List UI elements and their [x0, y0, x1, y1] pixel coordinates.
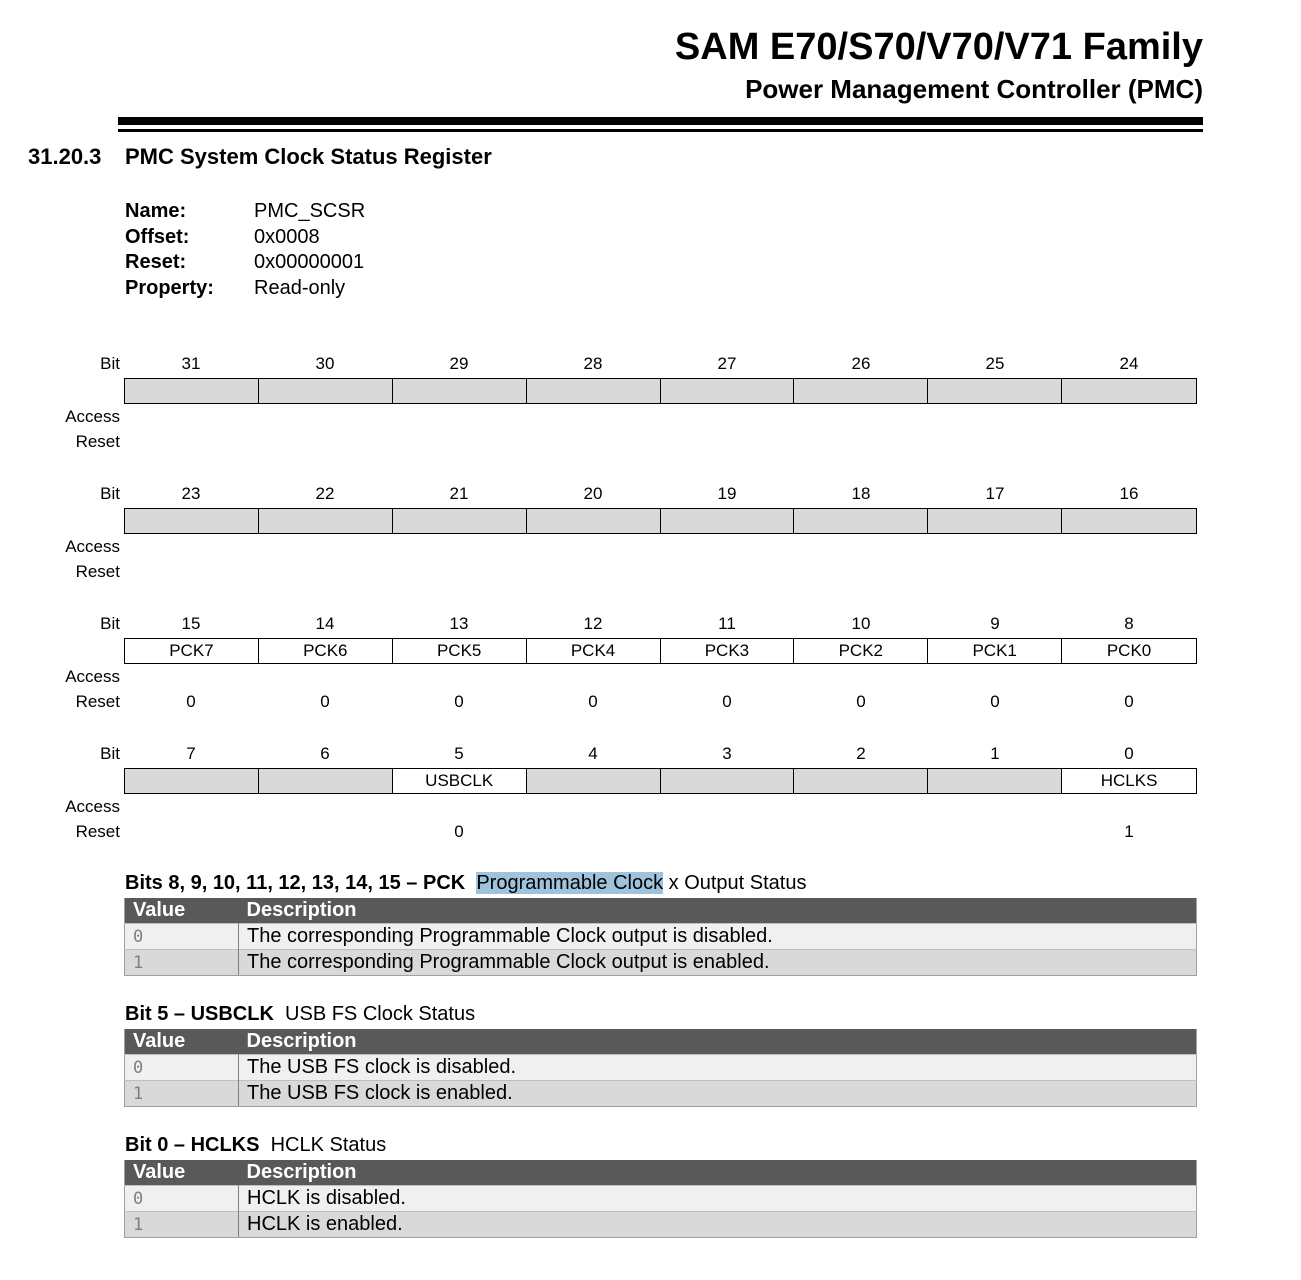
description-cell: The USB FS clock is disabled. — [239, 1055, 1197, 1081]
reset-value: 0 — [454, 822, 464, 841]
bit-numbers — [124, 614, 1196, 634]
bit-field-cell: PCK6 — [259, 639, 393, 663]
field-title-description: HCLK Status — [270, 1134, 387, 1156]
reserved-bit-cell — [794, 509, 928, 533]
bit-field-cell: PCK7 — [125, 639, 259, 663]
bit-label: Bit — [100, 354, 120, 373]
field-title — [125, 1134, 386, 1157]
bit-field-cell: PCK4 — [527, 639, 661, 663]
description-cell: The corresponding Programmable Clock output is disabled. — [239, 924, 1197, 950]
reserved-bit-cell — [794, 769, 928, 793]
reserved-bit-cell — [928, 769, 1062, 793]
reserved-bit-cell — [259, 379, 393, 403]
reset-value — [928, 822, 1062, 842]
access-label: Access — [65, 407, 120, 426]
bit-number: 17 — [985, 484, 1005, 503]
reserved-bit-cell — [1062, 509, 1196, 533]
reserved-bit-cell — [125, 509, 259, 533]
value-column-header: Value — [125, 1160, 239, 1186]
description-column-header: Description — [239, 898, 1197, 924]
reserved-bit-cell — [527, 509, 661, 533]
bit-field-cells — [124, 378, 1197, 404]
access-label: Access — [65, 537, 120, 556]
value-cell: 1 — [125, 950, 239, 976]
bit-field-cells — [124, 768, 1197, 794]
bit-field-cell: PCK5 — [393, 639, 527, 663]
bit-number: 19 — [717, 484, 737, 503]
reserved-bit-cell — [527, 769, 661, 793]
reset-value — [526, 822, 660, 842]
reserved-bit-cell — [928, 509, 1062, 533]
bit-number: 21 — [449, 484, 469, 503]
reset-label: Reset: — [125, 251, 187, 273]
bit-number: 30 — [315, 354, 335, 373]
value-description-table — [124, 898, 1197, 976]
bit-number: 23 — [181, 484, 201, 503]
bit-number: 15 — [181, 614, 201, 633]
table-row — [125, 1186, 1197, 1212]
reserved-bit-cell — [661, 509, 795, 533]
bit-number: 24 — [1119, 354, 1139, 373]
bit-number: 31 — [181, 354, 201, 373]
header-rule-thin — [118, 129, 1203, 132]
bit-numbers — [124, 354, 1196, 374]
section-heading — [28, 144, 492, 170]
bit-field-cell: USBCLK — [393, 769, 527, 793]
value-cell: 1 — [125, 1081, 239, 1107]
bit-number: 8 — [1124, 614, 1134, 633]
reserved-bit-cell — [393, 509, 527, 533]
bit-number: 25 — [985, 354, 1005, 373]
bit-field-cell: PCK1 — [928, 639, 1062, 663]
reserved-bit-cell — [125, 379, 259, 403]
reset-label-row: Reset — [75, 432, 120, 451]
bit-number: 29 — [449, 354, 469, 373]
bit-number: 20 — [583, 484, 603, 503]
table-header-row — [125, 1160, 1197, 1186]
bit-field-cell: PCK0 — [1106, 641, 1152, 660]
register-offset: 0x0008 — [254, 225, 320, 248]
reserved-bit-cell — [393, 379, 527, 403]
register-info — [125, 199, 365, 301]
name-label: Name: — [125, 200, 187, 222]
reset-label-row: Reset — [75, 822, 120, 841]
reset-value — [258, 822, 392, 842]
bit-number: 9 — [990, 614, 1000, 633]
bit-field-cells — [124, 638, 1197, 664]
section-number: 31.20.3 — [28, 144, 102, 169]
bit-number: 5 — [454, 744, 464, 763]
document-title: SAM E70/S70/V70/V71 Family — [674, 26, 1203, 68]
field-title — [125, 1003, 475, 1026]
description-cell: The corresponding Programmable Clock output is enabled. — [239, 950, 1197, 976]
section-title: PMC System Clock Status Register — [125, 144, 492, 169]
bit-number: 2 — [856, 744, 866, 763]
description-column-header: Description — [239, 1160, 1197, 1186]
register-property: Read-only — [254, 276, 346, 299]
access-label: Access — [65, 667, 120, 686]
reset-values — [124, 692, 1196, 712]
bit-number: 13 — [449, 614, 469, 633]
reset-label-row: Reset — [75, 692, 120, 711]
value-column-header: Value — [125, 898, 239, 924]
value-cell: 1 — [125, 1212, 239, 1238]
table-header-row — [125, 1029, 1197, 1055]
value-cell: 0 — [125, 1186, 239, 1212]
reset-value — [124, 822, 258, 842]
bit-number: 14 — [315, 614, 335, 633]
reserved-bit-cell — [527, 379, 661, 403]
register-reset: 0x00000001 — [254, 251, 365, 273]
description-cell: HCLK is enabled. — [239, 1212, 1197, 1238]
reset-value: 0 — [990, 692, 1000, 711]
reserved-bit-cell — [125, 769, 259, 793]
field-title-bold: Bits 8, 9, 10, 11, 12, 13, 14, 15 – PCK — [125, 872, 466, 894]
bit-number: 22 — [315, 484, 335, 503]
bit-number: 18 — [851, 484, 871, 503]
table-row — [125, 924, 1197, 950]
field-title-description: USB FS Clock Status — [285, 1003, 476, 1025]
reset-value: 0 — [588, 692, 598, 711]
reserved-bit-cell — [259, 769, 393, 793]
bit-number: 11 — [718, 614, 736, 633]
bit-field-cell: HCLKS — [1100, 771, 1158, 790]
bit-number: 3 — [722, 744, 732, 763]
value-description-table — [124, 1029, 1197, 1107]
bit-number: 12 — [583, 614, 603, 633]
bit-numbers — [124, 484, 1196, 504]
reset-values — [124, 822, 1196, 842]
bit-field-cells — [124, 508, 1197, 534]
bit-number: 10 — [851, 614, 871, 633]
bit-number: 27 — [717, 354, 737, 373]
document-subtitle: Power Management Controller (PMC) — [745, 74, 1203, 104]
bit-label: Bit — [100, 744, 120, 763]
field-title-highlight: Programmable Clock — [476, 872, 664, 894]
value-cell: 0 — [125, 1055, 239, 1081]
reset-value: 0 — [320, 692, 330, 711]
table-row — [125, 1081, 1197, 1107]
register-name: PMC_SCSR — [254, 200, 366, 222]
property-label: Property: — [125, 276, 214, 299]
bit-field-cell: PCK2 — [794, 639, 928, 663]
offset-label: Offset: — [125, 225, 190, 248]
bit-number: 16 — [1119, 484, 1139, 503]
description-column-header: Description — [239, 1029, 1197, 1055]
field-title-bold: Bit 5 – USBCLK — [125, 1003, 274, 1025]
table-row — [125, 950, 1197, 976]
bit-numbers — [124, 744, 1196, 764]
value-column-header: Value — [125, 1029, 239, 1055]
bit-number: 4 — [588, 744, 598, 763]
reset-value: 0 — [722, 692, 732, 711]
reset-value: 0 — [1124, 692, 1134, 711]
reset-value: 0 — [186, 692, 196, 711]
bit-label: Bit — [100, 484, 120, 503]
bit-field-cell: PCK3 — [661, 639, 795, 663]
document-header — [675, 24, 1203, 106]
table-row — [125, 1212, 1197, 1238]
bit-label: Bit — [100, 614, 120, 633]
access-label: Access — [65, 797, 120, 816]
field-title — [125, 872, 807, 895]
bit-number: 7 — [186, 744, 196, 763]
reserved-bit-cell — [794, 379, 928, 403]
bit-number: 28 — [583, 354, 603, 373]
bit-number: 26 — [851, 354, 871, 373]
reserved-bit-cell — [1062, 379, 1196, 403]
reset-value: 1 — [1124, 822, 1134, 841]
reset-value — [660, 822, 794, 842]
value-cell: 0 — [125, 924, 239, 950]
reset-value: 0 — [856, 692, 866, 711]
table-row — [125, 1055, 1197, 1081]
reserved-bit-cell — [661, 379, 795, 403]
table-header-row — [125, 898, 1197, 924]
reset-value: 0 — [454, 692, 464, 711]
description-cell: The USB FS clock is enabled. — [239, 1081, 1197, 1107]
description-cell: HCLK is disabled. — [239, 1186, 1197, 1212]
value-description-table — [124, 1160, 1197, 1238]
reserved-bit-cell — [928, 379, 1062, 403]
reserved-bit-cell — [259, 509, 393, 533]
header-rule-thick — [118, 117, 1203, 125]
reset-label-row: Reset — [75, 562, 120, 581]
field-title-description: x Output Status — [663, 872, 807, 894]
bit-number: 1 — [990, 744, 1000, 763]
reset-value — [794, 822, 928, 842]
bit-number: 6 — [320, 744, 330, 763]
reserved-bit-cell — [661, 769, 795, 793]
bit-number: 0 — [1124, 744, 1134, 763]
field-title-bold: Bit 0 – HCLKS — [125, 1134, 260, 1156]
